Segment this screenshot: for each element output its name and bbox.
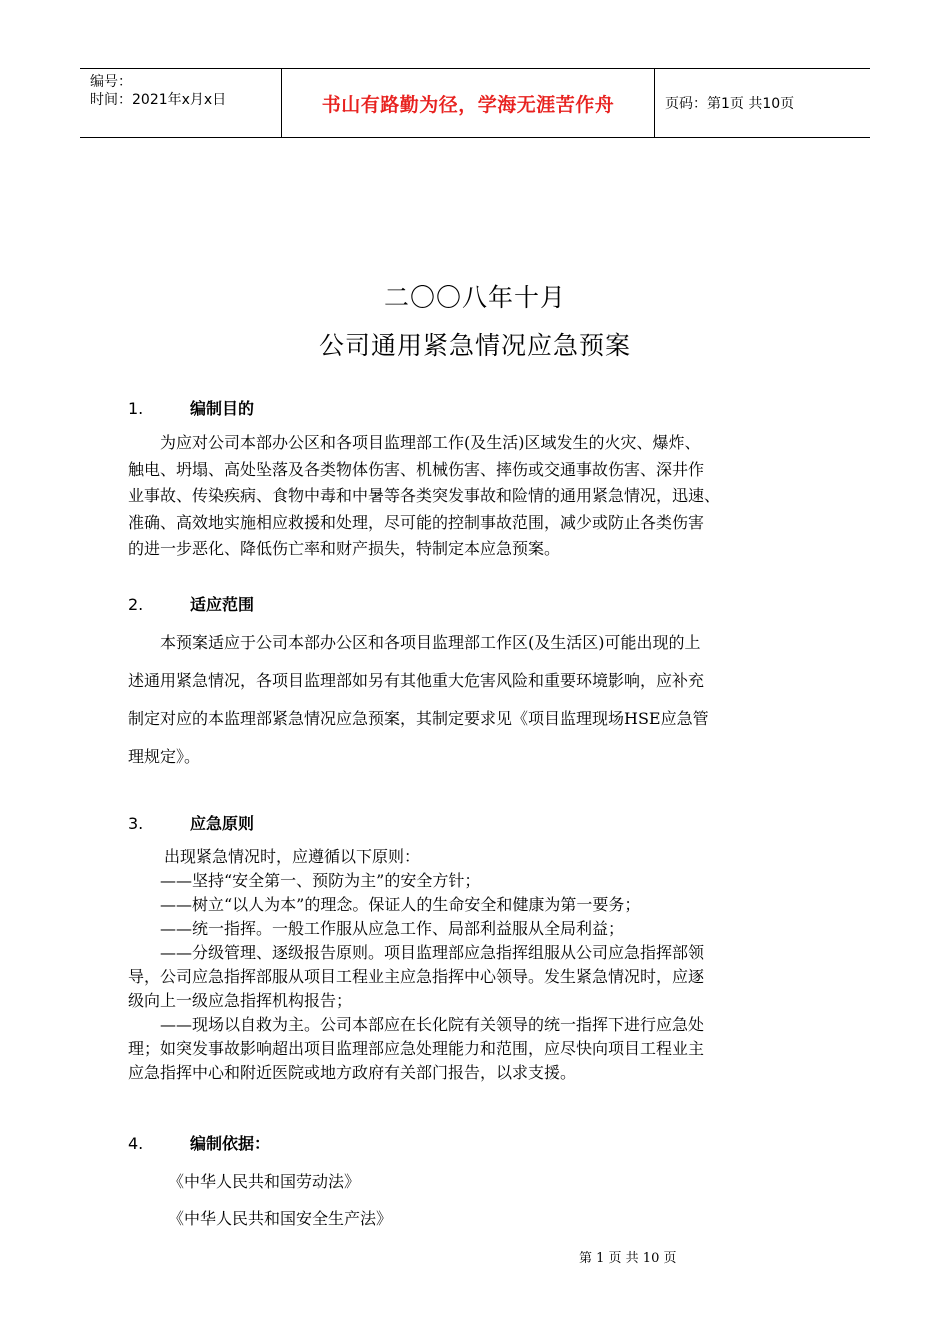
text-line: 《中华人民共和国安全生产法》 (168, 1209, 393, 1228)
text-line: 导，公司应急指挥部服从项目工程业主应急指挥中心领导。发生紧急情况时，应逐 (128, 967, 705, 986)
section-3-heading (128, 811, 254, 834)
document-title: 公司通用紧急情况应急预案 (318, 331, 631, 360)
section-2-number: 2. (128, 595, 144, 614)
text-line: 触电、坍塌、高处坠落及各类物体伤害、机械伤害、摔伤或交通事故伤害、深井作 (128, 459, 705, 479)
text-line: 级向上一级应急指挥机构报告； (128, 991, 353, 1010)
text-line: ——分级管理、逐级报告原则。项目监理部应急指挥组服从公司应急指挥部领 (160, 943, 705, 962)
section-2-title: 适应范围 (190, 595, 255, 614)
text-line: 为应对公司本部办公区和各项目监理部工作(及生活)区域发生的火灾、爆炸、 (160, 433, 701, 452)
section-4-number: 4. (128, 1134, 144, 1153)
section-2-heading (128, 592, 254, 615)
section-2-body (128, 624, 828, 776)
section-4-heading (128, 1131, 270, 1154)
text-line: 理规定》。 (128, 747, 201, 766)
text-line: 制定对应的本监理部紧急情况应急预案，其制定要求见《项目监理现场HSE应急管 (128, 709, 709, 728)
text-line: ——树立“以人为本”的理念。保证人的生命安全和健康为第一要务； (160, 895, 641, 914)
document-date: 二〇〇八年十月 (383, 283, 566, 312)
page-header (80, 68, 870, 138)
section-1-number: 1. (128, 399, 144, 418)
page-footer: 第 1 页 共 10 页 (579, 1251, 677, 1266)
text-line: 本预案适应于公司本部办公区和各项目监理部工作区(及生活区)可能出现的上 (160, 633, 701, 652)
text-line: 准确、高效地实施相应救援和处理，尽可能的控制事故范围，减少或防止各类伤害 (128, 512, 705, 532)
text-line: 理；如突发事故影响超出项目监理部应急处理能力和范围，应尽快向项目工程业主 (128, 1039, 705, 1058)
header-time: 时间：2021年x月x日 (90, 92, 227, 108)
section-4-body (128, 1163, 828, 1237)
header-motto: 书山有路勤为径，学海无涯苦作舟 (282, 69, 655, 137)
section-1-body (128, 430, 828, 563)
header-page-info: 页码：第1页 共10页 (665, 96, 795, 112)
section-3-title: 应急原则 (190, 814, 255, 833)
section-4-title: 编制依据： (190, 1134, 271, 1153)
text-line: 《中华人民共和国劳动法》 (168, 1172, 361, 1191)
text-line: 的进一步恶化、降低伤亡率和财产损失，特制定本应急预案。 (128, 539, 561, 558)
section-1-title: 编制目的 (190, 399, 255, 418)
text-line: 述通用紧急情况，各项目监理部如另有其他重大危害风险和重要环境影响，应补充 (128, 671, 705, 690)
section-3-number: 3. (128, 814, 144, 833)
text-line: 应急指挥中心和附近医院或地方政府有关部门报告，以求支援。 (128, 1063, 577, 1082)
section-1-heading (128, 396, 254, 419)
text-line: 业事故、传染疾病、食物中毒和中暑等各类突发事故和险情的通用紧急情况，迅速、 (128, 486, 721, 505)
header-number: 编号： (90, 74, 132, 90)
text-line: ——坚持“安全第一、预防为主”的安全方针； (160, 871, 481, 890)
text-line: 出现紧急情况时，应遵循以下原则： (164, 847, 421, 866)
header-meta (80, 69, 282, 137)
text-line: ——现场以自救为主。公司本部应在长化院有关领导的统一指挥下进行应急处 (160, 1015, 705, 1034)
text-line: ——统一指挥。一般工作服从应急工作、局部利益服从全局利益； (160, 919, 625, 938)
section-3-body (128, 845, 828, 1085)
